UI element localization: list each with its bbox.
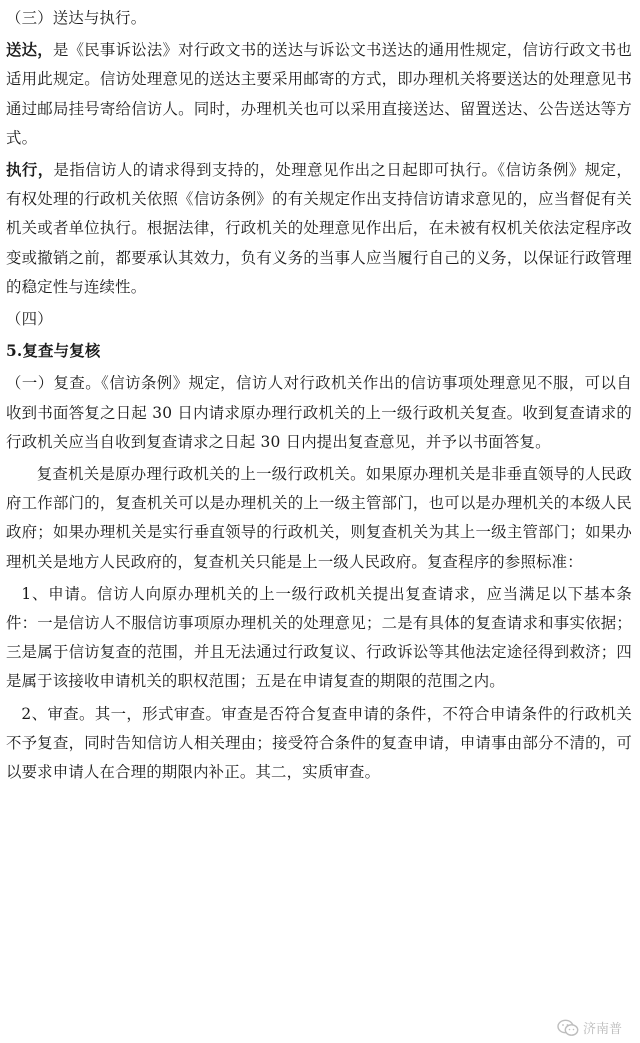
paragraph-review (6, 369, 632, 457)
wechat-icon (557, 1019, 579, 1037)
watermark (555, 1018, 624, 1037)
paragraph-text: 是《民事诉讼法》对行政文书的送达与诉讼文书送达的通用性规定，信访行政文书也适用此规定。信访处理意见的送达主要采用邮寄的方式，即办理机关将要送达的处理意见书通过邮局挂号寄给信访人。同时，办理机关也可以采用直接送达、留置送达、公告送达等方式。 (6, 41, 633, 147)
paragraph-service (6, 36, 632, 153)
paragraph-application (6, 580, 632, 697)
paragraph-lead: 送达， (6, 41, 53, 60)
paragraph-text: （四） (6, 310, 53, 329)
paragraph-review-authority (6, 460, 632, 577)
paragraph-heading-four (6, 305, 632, 334)
paragraph-text: 是指信访人的请求得到支持的，处理意见作出之日起即可执行。《信访条例》规定，有权处理的行政机关依照《信访条例》的有关规定作出支持信访请求意见的，应当督促有关机关或者单位执行。根据法律，行政机关的处理意见作出后，在未被有权机关依法定程序改变或撤销之前，都要承认其效力，负有义务的当事人应当履行自己的义务，以保证行政管理的稳定性与连续性。 (6, 161, 632, 296)
paragraph-text: （三）送达与执行。 (6, 9, 147, 27)
paragraph-text: （一）复查。《信访条例》规定，信访人对行政机关作出的信访事项处理意见不服，可以自收到书面答复之日起 30 日内请求原办理行政机关的上一级行政机关复查。收到复查请求的行政机关应当自收到复查请求之日起 30 日内提出复查意见，并予以书面答复。 (6, 374, 632, 451)
section-heading-text: 5.复查与复核 (6, 342, 101, 361)
paragraph-text: 1、申请。信访人向原办理机关的上一级行政机关提出复查请求，应当满足以下基本条件：一是信访人不服信访事项原办理机关的处理意见；二是有具体的复查请求和事实依据；三是属于信访复查的范围，并且无法通过行政复议、行政诉讼等其他法定途径得到救济；四是属于该接收申请机关的职权范围；五是在申请复查的期限的范围之内。 (6, 584, 632, 691)
watermark-text: 济南普 (582, 1022, 622, 1037)
paragraph-text: 复查机关是原办理行政机关的上一级行政机关。如果原办理机关是非垂直领导的人民政府工作部门的，复查机关可以是办理机关的上一级主管部门，也可以是办理机关的本级人民政府；如果办理机关是实行垂直领导的行政机关，则复查机关为其上一级主管部门；如果办理机关是地方人民政府的，复查机关只能是上一级人民政府。复查程序的参照标准： (6, 465, 632, 571)
paragraph-heading-service-execution (6, 4, 632, 33)
paragraph-lead: 执行， (6, 161, 54, 180)
paragraph-examination (6, 700, 632, 788)
paragraph-text: 2、审查。其一，形式审查。审查是否符合复查申请的条件，不符合申请条件的行政机关不予复查，同时告知信访人相关理由；接受符合条件的复查申请，申请事由部分不清的，可以要求申请人在合理的期限内补正。其二，实质审查。 (6, 704, 632, 782)
section-heading-review (6, 337, 632, 366)
paragraph-execution (6, 156, 632, 302)
